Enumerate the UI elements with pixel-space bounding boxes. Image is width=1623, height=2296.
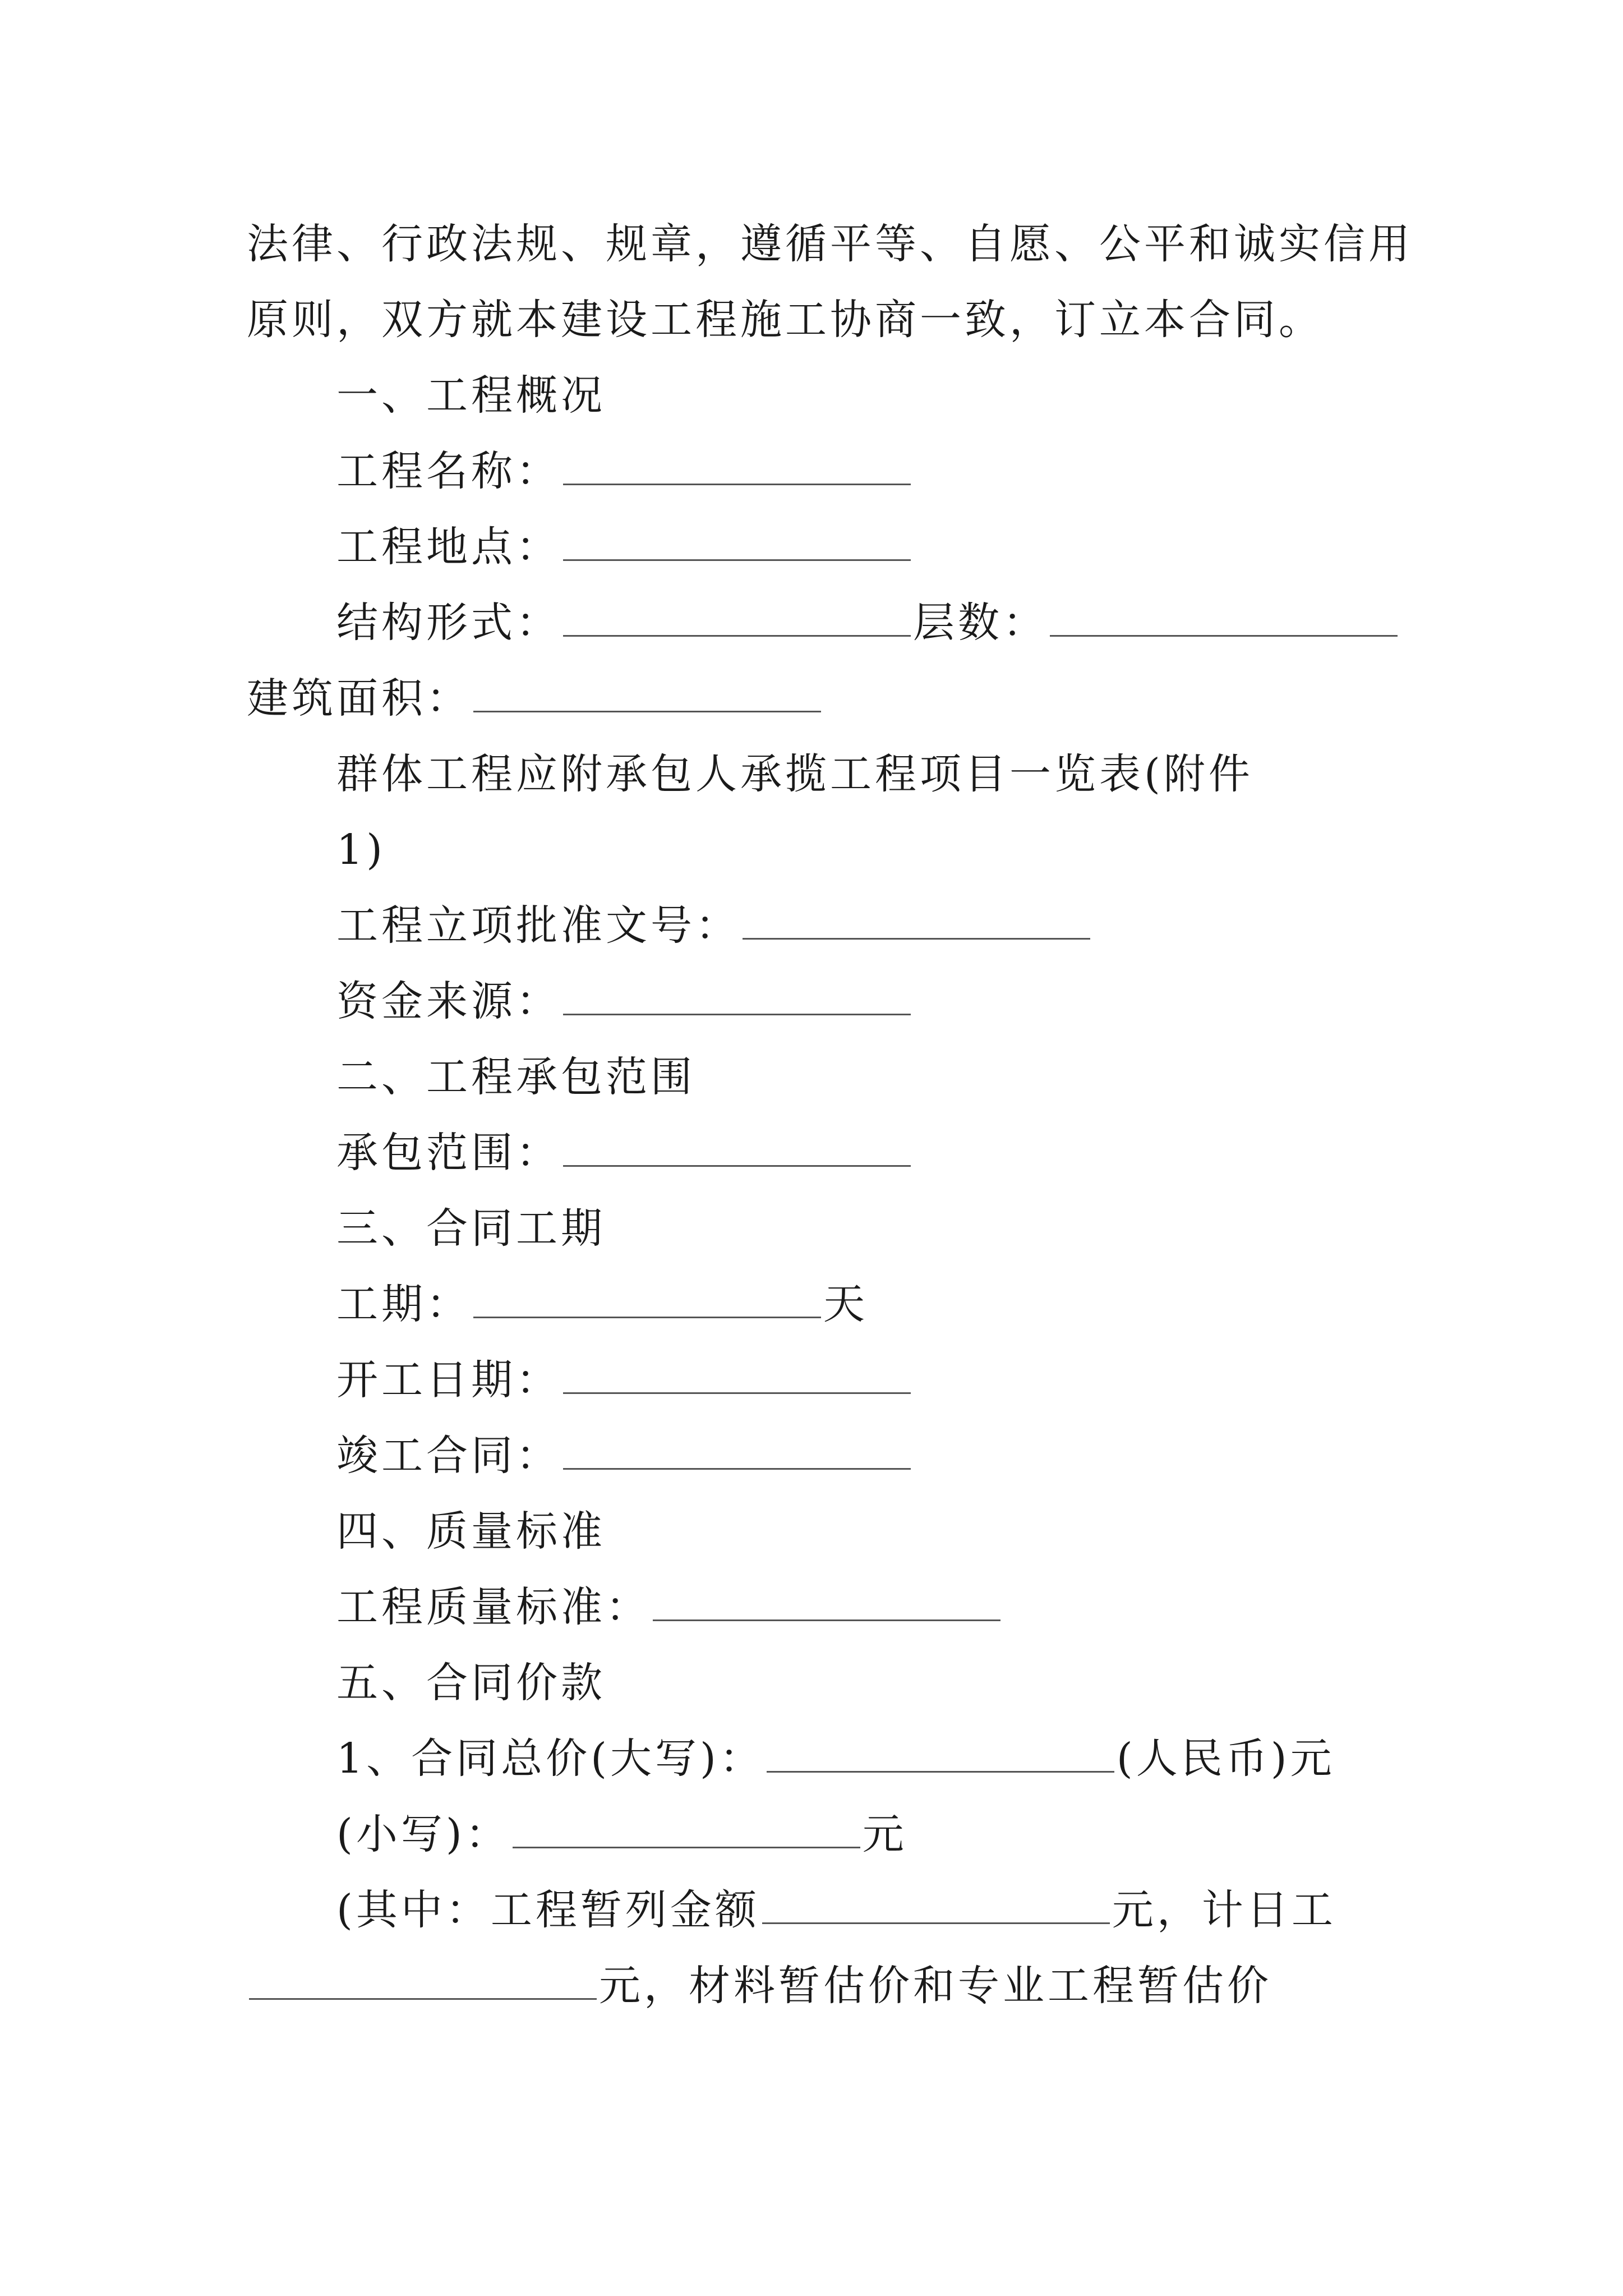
field-label: 开工日期： — [336, 1356, 561, 1404]
fill-blank[interactable] — [563, 449, 911, 485]
price-note-line-2 — [247, 1947, 1272, 2025]
group-note-line-1: 群体工程应附承包人承揽工程项目一览表(附件 — [336, 750, 1253, 798]
section-heading-scope: 二、工程承包范围 — [336, 1053, 695, 1101]
field-project-location — [336, 508, 913, 586]
field-label: 工程地点： — [336, 523, 561, 571]
paragraph-line-1: 法律、行政法规、规章，遵循平等、自愿、公平和诚实信用 — [247, 220, 1413, 268]
fill-blank[interactable] — [767, 1736, 1114, 1773]
note-text: (其中：工程暂列金额 — [336, 1886, 760, 1934]
field-label: 承包范围： — [336, 1129, 561, 1177]
field-label: (小写)： — [336, 1810, 510, 1858]
field-start-date — [336, 1341, 913, 1419]
price-note-line-1 — [336, 1871, 1336, 1949]
field-project-name — [336, 432, 913, 510]
paragraph-line-2: 原则，双方就本建设工程施工协商一致，订立本合同。 — [247, 296, 1324, 344]
fill-blank[interactable] — [563, 600, 911, 637]
fill-blank[interactable] — [743, 903, 1090, 940]
section-heading-overview: 一、工程概况 — [336, 371, 606, 420]
section-heading-duration: 三、合同工期 — [336, 1204, 606, 1253]
field-label: 层数： — [913, 599, 1048, 647]
field-approval-number — [336, 886, 1092, 965]
fill-blank[interactable] — [473, 1282, 821, 1318]
fill-blank[interactable] — [473, 676, 821, 712]
fill-blank[interactable] — [563, 1358, 911, 1394]
field-label: 工程质量标准： — [336, 1583, 651, 1631]
unit-label: 天 — [823, 1280, 868, 1328]
field-funding-source — [336, 962, 913, 1041]
group-note-line-2: 1) — [336, 826, 386, 874]
fill-blank[interactable] — [563, 1433, 911, 1470]
field-label: 工程立项批准文号： — [336, 901, 740, 950]
field-label: 竣工合同： — [336, 1432, 561, 1480]
field-completion — [336, 1416, 913, 1495]
note-text: 元，计日工 — [1112, 1886, 1336, 1934]
field-label: 资金来源： — [336, 977, 561, 1025]
fill-blank[interactable] — [563, 1130, 911, 1167]
unit-label: (人民币)元 — [1116, 1734, 1335, 1783]
section-heading-quality: 四、质量标准 — [336, 1507, 606, 1556]
field-total-price-lower — [336, 1795, 907, 1874]
field-label: 工期： — [336, 1280, 471, 1328]
fill-blank[interactable] — [653, 1585, 1000, 1621]
field-label: 结构形式： — [336, 599, 561, 647]
fill-blank[interactable] — [513, 1812, 860, 1848]
fill-blank[interactable] — [1050, 600, 1398, 637]
note-text: 元，材料暂估价和专业工程暂估价 — [599, 1962, 1272, 2010]
field-structure-floors — [336, 583, 1400, 662]
fill-blank[interactable] — [563, 524, 911, 561]
field-label: 建筑面积： — [247, 674, 471, 723]
field-duration — [336, 1265, 868, 1343]
field-label: 1、合同总价(大写)： — [336, 1734, 764, 1783]
field-scope — [336, 1114, 913, 1192]
field-total-price-upper — [336, 1719, 1335, 1798]
field-label: 工程名称： — [336, 447, 561, 495]
field-quality-standard — [336, 1568, 1003, 1646]
fill-blank[interactable] — [249, 1963, 597, 2000]
fill-blank[interactable] — [563, 979, 911, 1015]
section-heading-price: 五、合同价款 — [336, 1659, 606, 1707]
field-building-area — [247, 659, 823, 738]
fill-blank[interactable] — [762, 1888, 1110, 1924]
unit-label: 元 — [862, 1810, 907, 1858]
